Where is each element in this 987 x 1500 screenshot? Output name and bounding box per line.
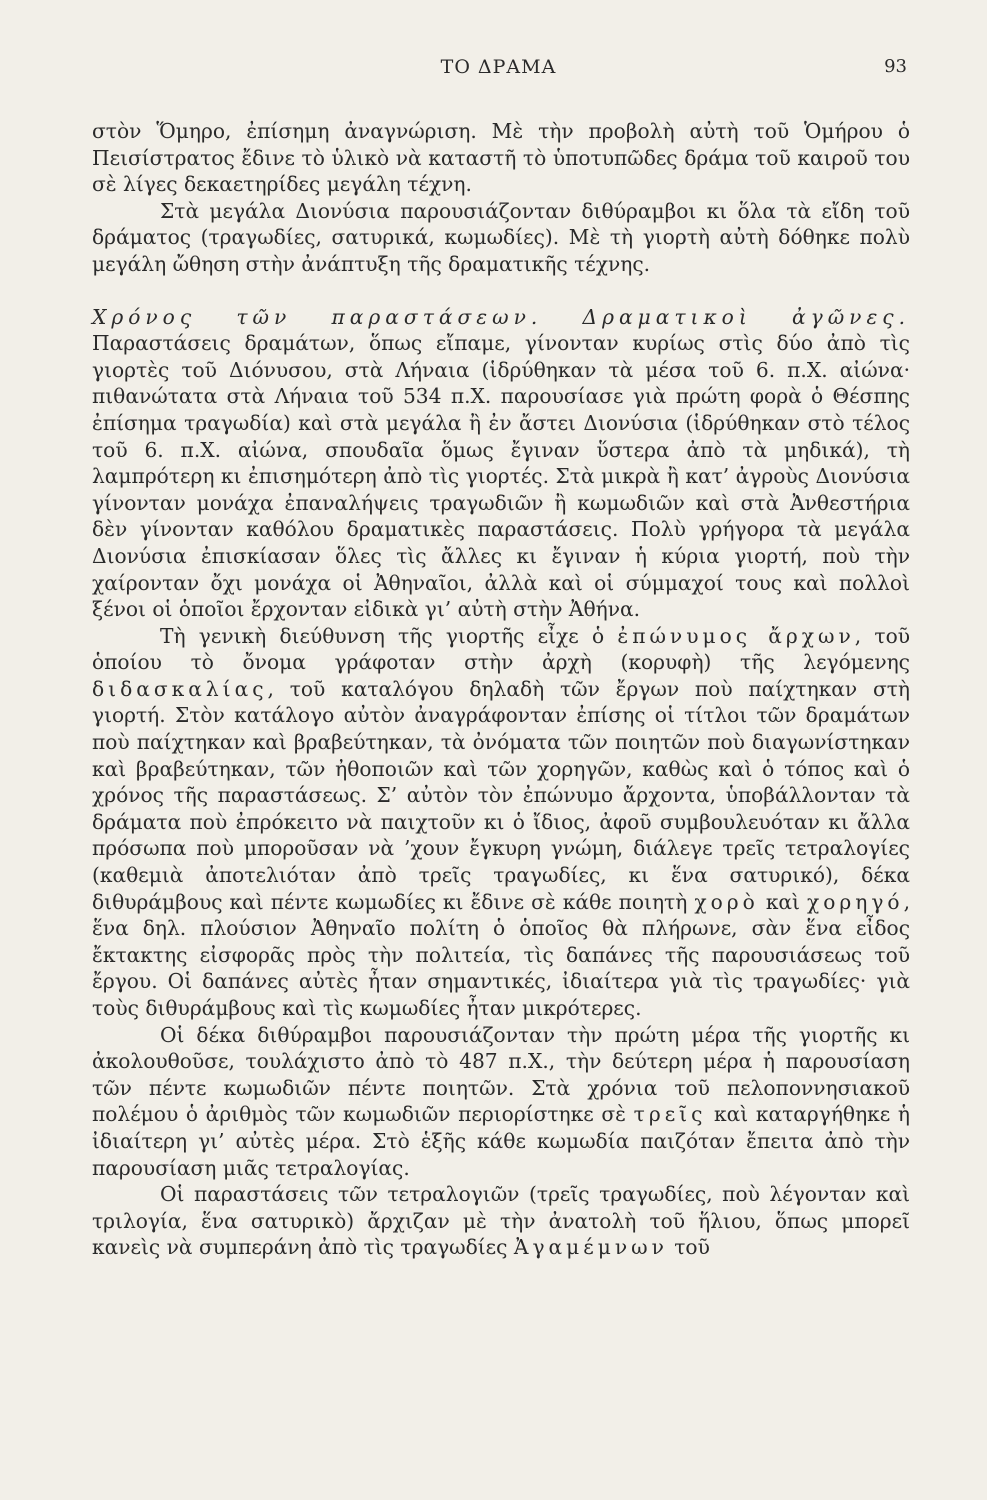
- page-header: [90, 52, 907, 82]
- text-run: Οἱ δέκα διθύραμβοι παρουσιάζονταν τὴν πρώτη μέρα τῆς γιορτῆς κι ἀκολουθοῦσε, τουλάχιστο ἀπὸ τὸ 487 π.Χ., τὴν δεύτερη μέρα ἡ παρουσίαση τῶν πέντε κωμωδιῶν πέντε ποιητῶν. Στὰ χρόνια τοῦ πελοποννησιακοῦ πολέμου ὁ ἀριθμὸς τῶν κωμωδιῶν περιορίστηκε σὲ: [92, 1022, 910, 1127]
- spaced-term: Ἀγαμέμνων: [513, 1235, 668, 1260]
- spaced-term: χορὸ: [694, 889, 759, 914]
- text-run: , τοῦ ὁποίου τὸ ὄνομα γράφοταν στὴν ἀρχὴ (κορυφὴ) τῆς λεγόμενης: [92, 623, 910, 675]
- running-title: ΤΟ ΔΡΑΜΑ: [440, 56, 557, 78]
- spaced-term: ἐπώνυμος ἄρχων: [617, 623, 855, 648]
- section-text: Παραστάσεις δραμάτων, ὅπως εἴπαμε, γίνονταν κυρίως στὶς δύο ἀπὸ τὶς γιορτὲς τοῦ Διόνυσου, στὰ Λήναια (ἱδρύθηκαν τὰ μέσα τοῦ 6. π.Χ. αἰώνα· πιθανώτατα στὰ Λήναια τοῦ 534 π.Χ. παρουσίασε γιὰ πρώτη φορὰ ὁ Θέσπης ἐπίσημα τραγωδία) καὶ στὰ μεγάλα ἢ ἐν ἄστει Διονύσια (ἱδρύθηκαν στὸ τέλος τοῦ 6. π.Χ. αἰώνα, σπουδαῖα ὅμως ἔγιναν ὕστερα ἀπὸ τὰ μηδικά), τὴ λαμπρότερη κι ἐπισημότερη ἀπὸ τὶς γιορτές. Στὰ μικρὰ ἢ κατ’ ἀγροὺς Διονύσια γίνονταν μονάχα ἐπαναλήψεις τραγωδιῶν ἢ κωμωδιῶν καὶ στὰ Ἀνθεστήρια δὲν γίνονταν καθόλου δραματικὲς παραστάσεις. Πολὺ γρήγορα τὰ μεγάλα Διονύσια ἐπισκίασαν ὅλες τὶς ἄλλες κι ἔγιναν ἡ κύρια γιορτή, ποὺ τὴν χαίρονταν ὄχι μονάχα οἱ Ἀθηναῖοι, ἀλλὰ καὶ οἱ σύμμαχοί τους καὶ πολλοὶ ξένοι οἱ ὁποῖοι ἔρχονταν εἰδικὰ γι’ αὐτὴ στὴν Ἀθήνα.: [92, 331, 910, 622]
- spaced-term: τρεῖς: [633, 1102, 707, 1127]
- body-text: [92, 118, 910, 1261]
- spaced-term: διδασκαλίας: [92, 676, 268, 701]
- spaced-term: χορηγό: [807, 889, 904, 914]
- paragraph-2: Στὰ μεγάλα Διονύσια παρουσιάζονταν διθύραμβοι κι ὅλα τὰ εἴδη τοῦ δράματος (τραγωδίες, σατυρικά, κωμωδίες). Μὲ τὴ γιορτὴ αὐτὴ δόθηκε πολὺ μεγάλη ὤθηση στὴν ἀνάπτυξη τῆς δραματικῆς τέχνης.: [92, 198, 910, 276]
- text-run: Οἱ παραστάσεις τῶν τετραλογιῶν (τρεῖς τραγωδίες, ποὺ λέγονταν καὶ τριλογία, ἕνα σατυρικὸ) ἄρχιζαν μὲ τὴν ἀνατολὴ τοῦ ἥλιου, ὅπως μπορεῖ κανεὶς νὰ συμπεράνη ἀπὸ τὶς τραγωδίες: [92, 1182, 910, 1260]
- text-run: καὶ: [765, 889, 800, 914]
- text-run: , τοῦ καταλόγου δηλαδὴ τῶν ἔργων ποὺ παίχτηκαν στὴ γιορτή. Στὸν κατάλογο αὐτὸν ἀναγράφονταν ἐπίσης οἱ τίτλοι τῶν δραμάτων ποὺ παίχτηκαν καὶ βραβεύτηκαν, τὰ ὀνόματα τῶν ποιητῶν ποὺ διαγωνίστηκαν καὶ βραβεύτηκαν, τῶν ἠθοποιῶν καὶ τῶν χορηγῶν, καθὼς καὶ ὁ τόπος καὶ ὁ χρόνος τῆς παραστάσεως. Σ’ αὐτὸν τὸν ἐπώνυμο ἄρχοντα, ὑποβάλλονταν τὰ δράματα ποὺ ἐπρόκειτο νὰ παιχτοῦν κι ὁ ἴδιος, ἀφοῦ συμβουλευόταν κι ἄλλα πρόσωπα ποὺ μποροῦσαν νὰ ’χουν ἔγκυρη γνώμη, διάλεγε τρεῖς τετραλογίες (καθεμιὰ ἀποτελιόταν ἀπὸ τρεῖς τραγωδίες, κι ἕνα σατυρικό), δέκα διθυράμβους καὶ πέντε κωμωδίες κι ἔδινε σὲ κάθε ποιητὴ: [92, 676, 910, 914]
- page-number: 93: [884, 56, 907, 77]
- section-paragraph: [92, 304, 910, 623]
- text-run: , ἕνα δηλ. πλούσιον Ἀθηναῖο πολίτη ὁ ὁποῖος θὰ πλήρωνε, σὰν ἕνα εἶδος ἔκτακτης εἰσφορᾶς πρὸς τὴν πολιτεία, τὶς δαπάνες τῆς παρουσιάσεως τοῦ ἔργου. Οἱ δαπάνες αὐτὲς ἦταν σημαντικές, ἰδιαίτερα γιὰ τὶς τραγωδίες· γιὰ τοὺς διθυράμβους καὶ τὶς κωμωδίες ἦταν μικρότερες.: [92, 889, 911, 1020]
- text-run: Τὴ γενικὴ διεύθυνση τῆς γιορτῆς εἶχε ὁ: [160, 623, 605, 648]
- paragraph-4: [92, 623, 910, 1022]
- paragraph-5: [92, 1022, 910, 1182]
- section-heading: Χρόνος τῶν παραστάσεων. Δραματικοὶ ἀγῶνες.: [92, 304, 910, 329]
- paragraph-1: στὸν Ὅμηρο, ἐπίσημη ἀναγνώριση. Μὲ τὴν προβολὴ αὐτὴ τοῦ Ὁμήρου ὁ Πεισίστρατος ἔδινε τὸ ὑλικὸ νὰ καταστῆ τὸ ὑποτυπῶδες δράμα τοῦ καιροῦ του σὲ λίγες δεκαετηρίδες μεγάλη τέχνη.: [92, 119, 910, 197]
- paragraph-6: [92, 1181, 910, 1261]
- text-run: καὶ καταργήθηκε ἡ ἰδιαίτερη γι’ αὐτὲς μέρα. Στὸ ἑξῆς κάθε κωμωδία παιζόταν ἔπειτα ἀπὸ τὴν παρουσίαση μιᾶς τετραλογίας.: [92, 1102, 910, 1180]
- text-run: τοῦ: [674, 1235, 710, 1260]
